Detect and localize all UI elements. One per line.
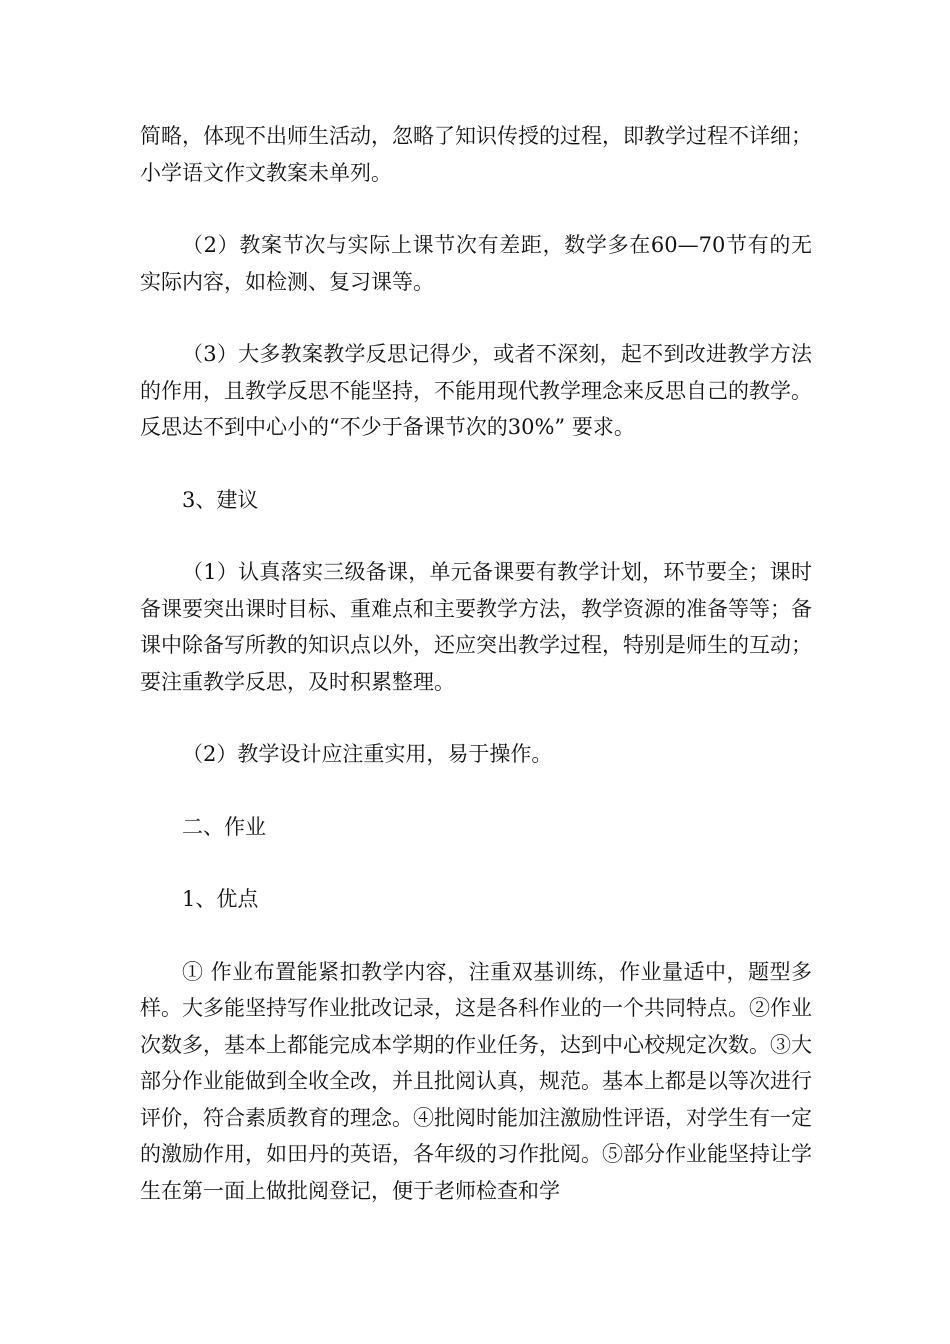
paragraph-suggestion-1: （1）认真落实三级备课，单元备课要有教学计划，环节要全；课时备课要突出课时目标、重难点和主要教学方法，教学资源的准备等等；备课中除备写所教的知识点以外，还应突出教学过程，特别是师生的互动；要注重教学反思，及时积累整理。 — [140, 560, 812, 694]
document-body — [140, 118, 812, 1245]
section-heading-homework: 二、作业 — [182, 814, 266, 839]
paragraph-suggestion-2: （2）教学设计应注重实用，易于操作。 — [182, 742, 553, 766]
paragraph-item-2: （2）教案节次与实际上课节次有差距，数学多在60—70节有的无实际内容，如检测、复习课等。 — [140, 233, 812, 294]
section-heading-strengths: 1、优点 — [182, 887, 259, 911]
paragraph-strengths: ① 作业布置能紧扣教学内容，注重双基训练，作业量适中，题型多样。大多能坚持写作业批改记录，这是各科作业的一个共同特点。②作业次数多，基本上都能完成本学期的作业任务，达到中心校规定次数。③大部分作业能做到全收全改，并且批阅认真，规范。基本上都是以等次进行评价，符合素质教育的理念。④批阅时能加注激励性评语，对学生有一定的激励作用，如田丹的英语，各年级的习作批阅。⑤部分作业能坚持让学生在第一面上做批阅登记，便于老师检查和学 — [140, 959, 812, 1203]
paragraph-continuation: 简略，体现不出师生活动，忽略了知识传授的过程，即教学过程不详细；小学语文作文教案未单列。 — [140, 124, 812, 185]
paragraph-item-3: （3）大多教案教学反思记得少，或者不深刻，起不到改进教学方法的作用，且教学反思不能坚持，不能用现代教学理念来反思自己的教学。反思达不到中心小的“不少于备课节次的30%” 要求。 — [140, 342, 812, 439]
section-heading-suggestions: 3、建议 — [182, 487, 259, 512]
